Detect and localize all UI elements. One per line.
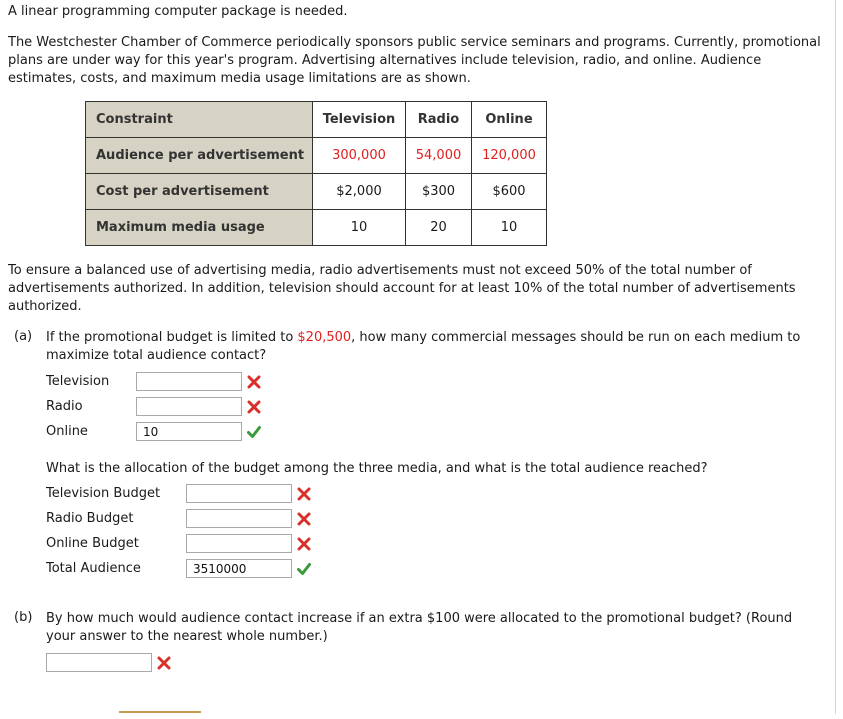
table-row — [86, 138, 547, 174]
part-b-question: By how much would audience contact increase if an extra $100 were allocated to the promotional budget? (Round your answer to the nearest whole number.) — [46, 611, 793, 644]
x-mark-icon — [247, 400, 261, 414]
table-cell: $600 — [472, 174, 547, 210]
part-a-label: (a) — [14, 329, 33, 344]
table-cell: 300,000 — [313, 138, 406, 174]
radio-budget-input[interactable] — [186, 509, 292, 528]
x-mark-icon — [297, 537, 311, 551]
budget-value: $20,500 — [297, 330, 352, 345]
table-cell: 10 — [313, 210, 406, 246]
table-cell: 54,000 — [406, 138, 472, 174]
online-count-input[interactable] — [136, 422, 242, 441]
table-row — [86, 210, 547, 246]
header-cell-online: Online — [472, 102, 547, 138]
television-count-input[interactable] — [136, 372, 242, 391]
table-cell: $300 — [406, 174, 472, 210]
intro-text: A linear programming computer package is needed. — [8, 4, 348, 19]
television-budget-label: Television Budget — [46, 486, 161, 501]
header-cell-radio: Radio — [406, 102, 472, 138]
check-mark-icon — [247, 425, 261, 439]
constraints-text: To ensure a balanced use of advertising media, radio advertisements must not exceed 50% of the total number of advertisements authorized. In addition, television should account for at least 10% of the total number of advertisements authorized. — [8, 263, 796, 314]
television-budget-input[interactable] — [186, 484, 292, 503]
radio-count-input[interactable] — [136, 397, 242, 416]
table-cell: 10 — [472, 210, 547, 246]
x-mark-icon — [247, 375, 261, 389]
radio-label: Radio — [46, 399, 83, 414]
part-a-question-pre: If the promotional budget is limited to — [46, 330, 298, 345]
radio-budget-label: Radio Budget — [46, 511, 134, 526]
table-cell: 120,000 — [472, 138, 547, 174]
part-a-question-2: What is the allocation of the budget among the three media, and what is the total audience reached? — [46, 461, 708, 476]
scenario-text: The Westchester Chamber of Commerce periodically sponsors public service seminars and programs. Currently, promotional plans are under way for this year's program. Advertising alternatives include television, radio, and online. Audience estimates, costs, and maximum media usage limitations are as shown. — [8, 35, 821, 86]
part-a-question — [46, 329, 816, 365]
part-b-label: (b) — [14, 610, 33, 625]
x-mark-icon — [297, 512, 311, 526]
submit-button-edge[interactable] — [119, 711, 201, 719]
header-cell-television: Television — [313, 102, 406, 138]
x-mark-icon — [157, 656, 171, 670]
row-label: Cost per advertisement — [86, 174, 313, 210]
online-label: Online — [46, 424, 88, 439]
check-mark-icon — [297, 562, 311, 576]
row-label: Maximum media usage — [86, 210, 313, 246]
online-budget-label: Online Budget — [46, 536, 139, 551]
header-cell-constraint: Constraint — [86, 102, 313, 138]
online-budget-input[interactable] — [186, 534, 292, 553]
television-label: Television — [46, 374, 110, 389]
table-row — [86, 174, 547, 210]
row-label: Audience per advertisement — [86, 138, 313, 174]
table-cell: $2,000 — [313, 174, 406, 210]
total-audience-input[interactable] — [186, 559, 292, 578]
part-a-question-post: , how many commercial messages should be run on each medium to maximize total audience contact? — [46, 330, 801, 363]
page-right-border — [835, 0, 836, 714]
x-mark-icon — [297, 487, 311, 501]
table-header-row — [86, 102, 547, 138]
audience-increase-input[interactable] — [46, 653, 152, 672]
total-audience-label: Total Audience — [46, 561, 141, 576]
table-cell: 20 — [406, 210, 472, 246]
media-data-table — [85, 101, 547, 246]
